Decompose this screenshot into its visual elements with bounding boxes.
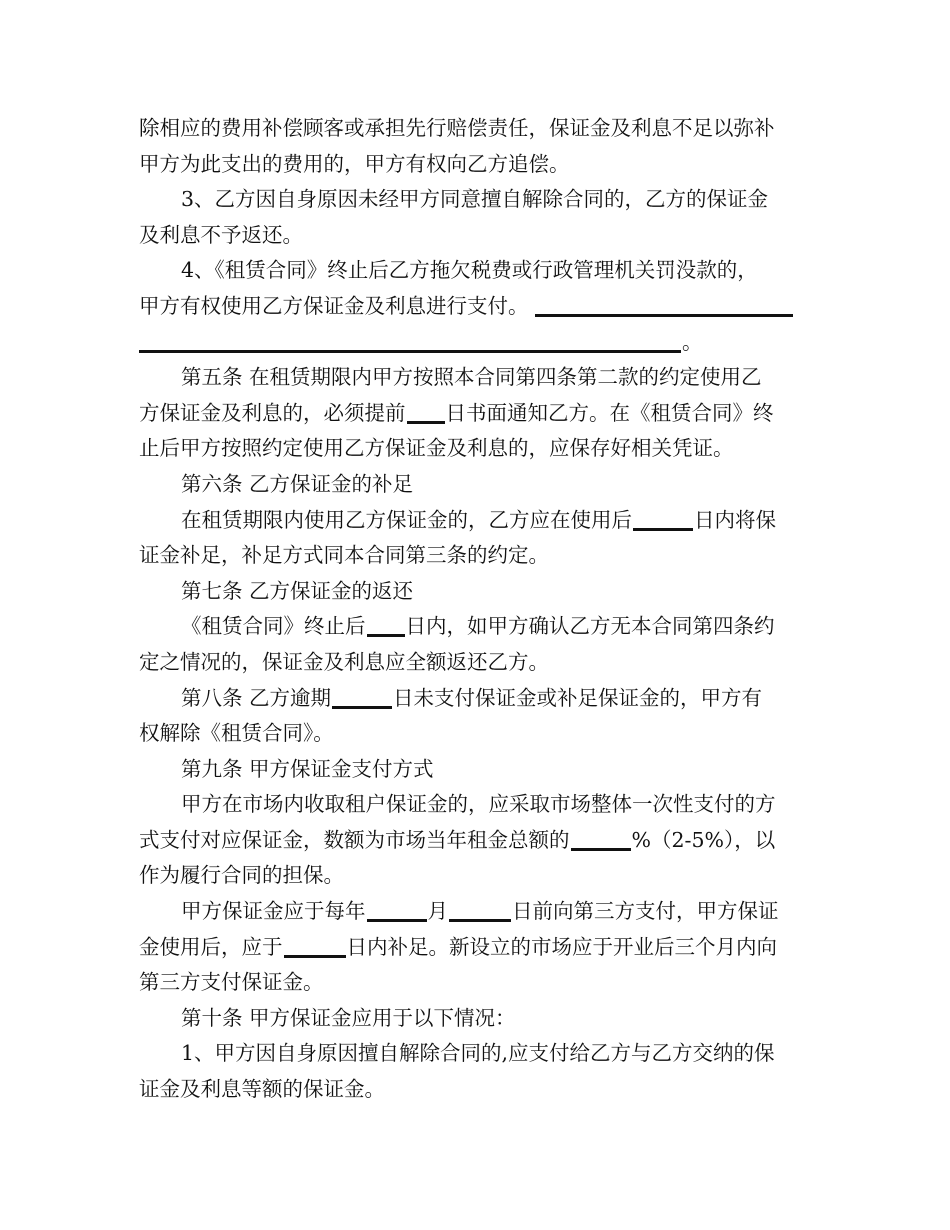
text-segment: 第三方支付保证金。 xyxy=(139,970,324,995)
text-segment: 第八条 乙方逾期 xyxy=(181,685,332,710)
text-line xyxy=(139,930,819,966)
text-line xyxy=(139,645,819,681)
text-segment: 第十条 甲方保证金应用于以下情况： xyxy=(181,1005,516,1030)
text-line xyxy=(139,894,819,930)
text-segment: 第六条 乙方保证金的补足 xyxy=(181,471,414,496)
text-line xyxy=(139,431,819,467)
text-segment: 4、《租赁合同》终止后乙方拖欠税费或行政管理机关罚没款的， xyxy=(181,258,758,283)
text-line xyxy=(139,147,819,183)
text-segment: 甲方为此支出的费用的，甲方有权向乙方追偿。 xyxy=(139,151,570,176)
fill-in-blank xyxy=(449,899,511,922)
text-line xyxy=(139,823,819,859)
fill-in-blank xyxy=(571,828,631,851)
text-line xyxy=(139,503,819,539)
article-10-heading xyxy=(139,1001,819,1037)
text-segment: 方保证金及利息的，必须提前 xyxy=(139,400,406,425)
text-segment: 日未支付保证金或补足保证金的，甲方有 xyxy=(393,685,763,710)
document-body xyxy=(139,111,819,1108)
fill-in-blank xyxy=(332,686,392,709)
text-segment: 金使用后，应于 xyxy=(139,934,283,959)
text-segment: 日内补足。新设立的市场应于开业后三个月内向 xyxy=(346,934,777,959)
article-8-heading xyxy=(139,681,819,717)
text-segment: 《租赁合同》终止后 xyxy=(181,614,366,639)
fill-in-blank xyxy=(284,935,346,958)
clause-item-4 xyxy=(139,253,819,289)
text-segment: %（2-5%），以 xyxy=(631,827,776,852)
text-segment: 甲方保证金应于每年 xyxy=(181,899,366,924)
clause-item-1 xyxy=(139,1036,819,1072)
article-6-heading xyxy=(139,467,819,503)
text-line xyxy=(139,965,819,1001)
text-segment: 定之情况的，保证金及利息应全额返还乙方。 xyxy=(139,649,549,674)
fill-in-blank xyxy=(367,899,427,922)
fill-in-blank xyxy=(367,614,405,637)
text-line xyxy=(139,218,819,254)
fill-in-blank xyxy=(535,294,793,317)
text-segment: 证金及利息等额的保证金。 xyxy=(139,1077,385,1102)
text-segment: 日书面通知乙方。在《租赁合同》终 xyxy=(445,400,774,425)
text-segment: 止后甲方按照约定使用乙方保证金及利息的，应保存好相关凭证。 xyxy=(139,436,734,461)
text-segment: 在租赁期限内使用乙方保证金的，乙方应在使用后 xyxy=(181,507,632,532)
fill-in-blank xyxy=(407,401,445,424)
clause-item-3 xyxy=(139,182,819,218)
text-line xyxy=(139,716,819,752)
text-line xyxy=(139,858,819,894)
text-line xyxy=(139,538,819,574)
text-segment: 甲方在市场内收取租户保证金的，应采取市场整体一次性支付的方 xyxy=(181,792,776,817)
article-9-heading xyxy=(139,752,819,788)
fill-in-blank xyxy=(633,508,693,531)
text-segment: 权解除《租赁合同》。 xyxy=(139,721,334,746)
text-segment: 第九条 甲方保证金支付方式 xyxy=(181,756,434,781)
text-segment: 第五条 在租赁期限内甲方按照本合同第四条第二款的约定使用乙 xyxy=(181,365,762,390)
text-segment: 日内将保 xyxy=(694,507,776,532)
text-line xyxy=(139,325,819,361)
text-segment: 日前向第三方支付，甲方保证 xyxy=(512,899,779,924)
text-segment: 。 xyxy=(682,329,703,354)
text-line xyxy=(139,111,819,147)
text-segment: 式支付对应保证金，数额为市场当年租金总额的 xyxy=(139,827,570,852)
text-line xyxy=(139,609,819,645)
article-7-heading xyxy=(139,574,819,610)
text-segment: 除相应的费用补偿顾客或承担先行赔偿责任，保证金及利息不足以弥补 xyxy=(139,116,775,140)
text-segment: 证金补足，补足方式同本合同第三条的约定。 xyxy=(139,543,549,568)
text-line xyxy=(139,396,819,432)
text-segment: 日内，如甲方确认乙方无本合同第四条约 xyxy=(405,614,775,639)
text-line xyxy=(139,1072,819,1108)
text-segment: 作为履行合同的担保。 xyxy=(139,863,344,888)
fill-in-blank xyxy=(139,330,681,353)
text-segment: 1、甲方因自身原因擅自解除合同的,应支付给乙方与乙方交纳的保 xyxy=(181,1041,775,1066)
text-segment: 甲方有权使用乙方保证金及利息进行支付。 xyxy=(139,293,529,318)
text-segment: 月 xyxy=(427,899,448,924)
article-5-heading xyxy=(139,360,819,396)
text-line xyxy=(139,787,819,823)
text-segment: 第七条 乙方保证金的返还 xyxy=(181,578,414,603)
text-segment: 3、乙方因自身原因未经甲方同意擅自解除合同的，乙方的保证金 xyxy=(181,187,769,212)
text-segment: 及利息不予返还。 xyxy=(139,222,303,247)
text-line xyxy=(139,289,819,325)
